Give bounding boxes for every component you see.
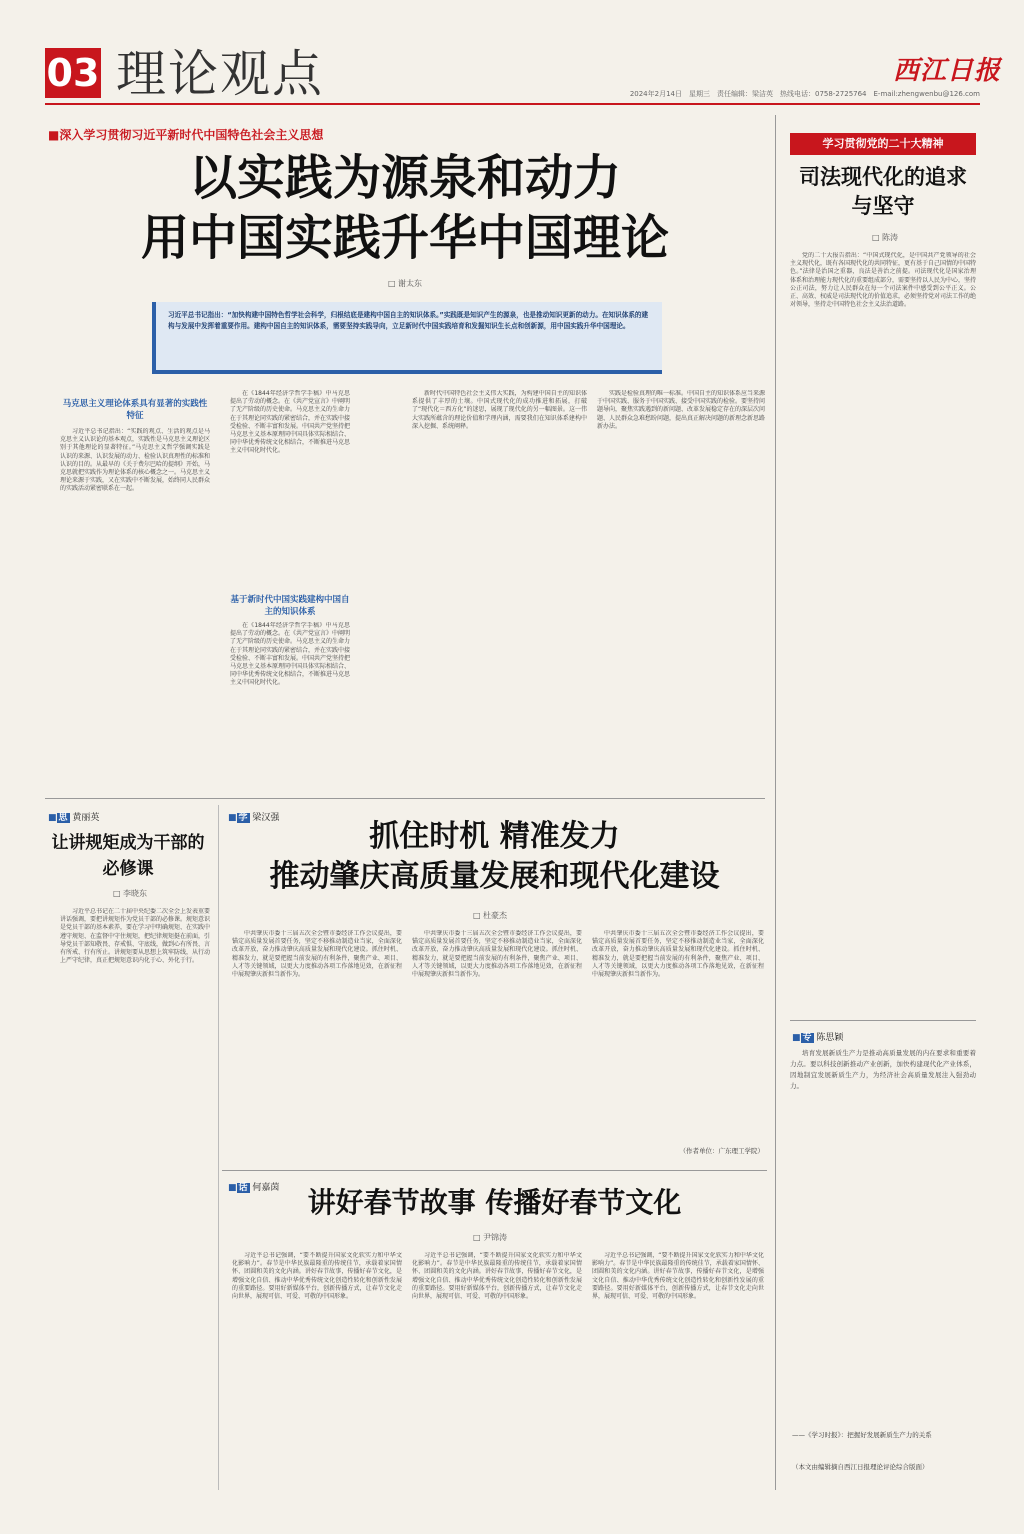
article-column [412,390,587,788]
main-headline-line-2[interactable]: 用中国实践升华中国理论 [140,210,669,266]
article-text: 中共肇庆市委十三届五次全会暨市委经济工作会议提出，要锚定高质量发展首要任务，坚定不移推动制造业当家，全面深化改革开放，奋力推动肇庆高质量发展和现代化建设。抓住时机、精准发力，就是要把握当前发展的有利条件，聚焦产业、项目、人才等关键领域，以更大力度推动各项工作落地见效，在新征程中展现肇庆新担当新作为。 [592,930,764,979]
side-section-label: 学习贯彻党的二十大精神 [790,133,976,155]
article-text: 中共肇庆市委十三届五次全会暨市委经济工作会议提出，要锚定高质量发展首要任务，坚定不移推动制造业当家，全面深化改革开放，奋力推动肇庆高质量发展和现代化建设。抓住时机、精准发力，就是要把握当前发展的有利条件，聚焦产业、项目、人才等关键领域，以更大力度推动各项工作落地见效，在新征程中展现肇庆新担当新作为。 [232,930,402,979]
article-text: 习近平总书记强调，“要不断提升国家文化软实力和中华文化影响力”。春节是中华民族最隆重的传统佳节，承载着家国情怀、团圆和美的文化内涵。讲好春节故事，传播好春节文化，是增强文化自信、推动中华优秀传统文化创造性转化和创新性发展的重要路径。要用好新媒体平台，创新传播方式，让春节文化走向世界，展现可信、可爱、可敬的中国形象。 [412,1252,582,1301]
article-column [790,1048,976,1418]
column-tag: ■ 专 陈思颖 [792,1033,844,1043]
article-column [230,622,350,788]
column-tag: ■ 话 何嘉茵 [228,1183,280,1193]
byline: □ 谢太东 [387,279,423,288]
article-text: 培育发展新质生产力是推动高质量发展的内在要求和重要着力点。要以科技创新推动产业创新，加快构建现代化产业体系，因地制宜发展新质生产力，为经济社会高质量发展注入强劲动力。 [790,1049,976,1090]
header-rule [45,103,980,105]
column-divider [775,115,776,1490]
editor-note: （本文由编辑摘自西江日报理论评论综合版面） [792,1463,929,1471]
section-divider [790,1020,976,1021]
section-divider [45,798,765,799]
article-text: 习近平总书记在二十届中央纪委二次全会上发表重要讲话强调，要把讲规矩作为党员干部的必修课。规矩意识是党员干部的基本素养，要在学习中明确规矩、在实践中遵守规矩、在监督中守住规矩，把纪律规矩挺在前面，引导党员干部知敬畏、存戒惧、守底线，做到心有所畏、言有所戒、行有所止。讲规矩要从思想上筑牢防线，从行动上严守纪律，真正把规矩意识内化于心、外化于行。 [60,908,210,965]
article-headline[interactable]: 讲好春节故事 传播好春节文化 [307,1186,682,1219]
article-text: 在《1844年经济学哲学手稿》中马克思提出了劳动的概念。在《共产党宣言》中阐明了无产阶级的历史使命。马克思主义的生命力在于其理论同实践的紧密结合，并在实践中接受检验、不断丰富和发展。中国共产党坚持把马克思主义基本原理同中国具体实际相结合、同中华优秀传统文化相结合，不断推进马克思主义中国化时代化。 [230,390,350,455]
article-column [592,1252,764,1488]
kicker: ■深入学习贯彻习近平新时代中国特色社会主义思想 [48,128,324,142]
article-headline[interactable]: 让讲规矩成为干部的必修课 [51,833,205,879]
main-headline[interactable]: 以实践为源泉和动力 [188,150,621,206]
article-column [412,1252,582,1488]
article-text: 党的二十大报告指出：“中国式现代化，是中国共产党领导的社会主义现代化，既有各国现代化的共同特征，更有基于自己国情的中国特色。”法律是治国之重器，良法是善治之前提。司法现代化是国家治理体系和治理能力现代化的重要组成部分，需要坚持以人民为中心，坚持公正司法，努力让人民群众在每一个司法案件中感受到公平正义。公正、高效、权威是司法现代化的价值追求，必须坚持党对司法工作的绝对领导，坚持走中国特色社会主义法治道路。 [790,252,976,309]
article-text: 习近平总书记指出：“实践的观点、生活的观点是马克思主义认识论的基本观点，实践性是马克思主义理论区别于其他理论的显著特征。”马克思主义哲学强调实践是认识的来源、认识发展的动力、检验认识真理性的标准和认识的目的。从最早的《关于费尔巴哈的提纲》开始，马克思就把实践作为理论体系的核心概念之一。马克思主义理论来源于实践，又在实践中不断发展，始终同人民群众的实践活动紧密联系在一起。 [60,428,210,493]
article-column [60,908,210,1488]
article-text: 习近平总书记强调，“要不断提升国家文化软实力和中华文化影响力”。春节是中华民族最隆重的传统佳节，承载着家国情怀、团圆和美的文化内涵。讲好春节故事，传播好春节文化，是增强文化自信、推动中华优秀传统文化创造性转化和创新性发展的重要路径。要用好新媒体平台，创新传播方式，让春节文化走向世界，展现可信、可爱、可敬的中国形象。 [592,1252,764,1301]
column-tag: ■ 学 梁汉强 [228,813,280,823]
tag-author: 陈思颖 [816,1033,844,1043]
article-column [230,390,350,590]
tag-label: 专 [802,1033,812,1043]
article-text: 实践是检验真理的唯一标准。中国自主的知识体系应当来源于中国实践、服务于中国实践、接受中国实践的检验。要坚持问题导向，聚焦实践遇到的新问题、改革发展稳定存在的深层次问题、人民群众急难愁盼问题，提出真正解决问题的新理念新思路新办法。 [597,390,765,430]
article-column [232,1252,402,1488]
article-text: 习近平总书记强调，“要不断提升国家文化软实力和中华文化影响力”。春节是中华民族最隆重的传统佳节，承载着家国情怀、团圆和美的文化内涵。讲好春节故事，传播好春节文化，是增强文化自信、推动中华优秀传统文化创造性转化和创新性发展的重要路径。要用好新媒体平台，创新传播方式，让春节文化走向世界，展现可信、可爱、可敬的中国形象。 [232,1252,402,1301]
byline: □ 尹锦涛 [472,1233,508,1242]
source-note: ——《学习时报》：把握好发展新质生产力的关系 [792,1431,932,1439]
article-text: 中共肇庆市委十三届五次全会暨市委经济工作会议提出，要锚定高质量发展首要任务，坚定不移推动制造业当家，全面深化改革开放，奋力推动肇庆高质量发展和现代化建设。抓住时机、精准发力，就是要把握当前发展的有利条件，聚焦产业、项目、人才等关键领域，以更大力度推动各项工作落地见效，在新征程中展现肇庆新担当新作为。 [412,930,582,979]
article-text: 在《1844年经济学哲学手稿》中马克思提出了劳动的概念。在《共产党宣言》中阐明了无产阶级的历史使命。马克思主义的生命力在于其理论同实践的紧密结合，并在实践中接受检验、不断丰富和发展。中国共产党坚持把马克思主义基本原理同中国具体实际相结合、同中华优秀传统文化相结合，不断推进马克思主义中国化时代化。 [230,622,350,687]
section-title: 理论观点 [116,45,324,103]
article-text: 新时代中国特色社会主义伟大实践，为构建中国自主的知识体系提供了丰厚的土壤。中国式现代化的成功推进和拓展，打破了“现代化＝西方化”的迷思，展现了现代化的另一幅图景。这一伟大实践所蕴含的理论价值和学理内涵，需要我们在知识体系建构中深入挖掘、系统阐释。 [412,390,587,430]
article-column [412,930,582,1160]
byline: □ 杜豪杰 [472,911,508,920]
tag-author: 何嘉茵 [252,1183,280,1193]
article-column [592,930,764,1140]
article-column [597,390,765,788]
byline: □ 陈涛 [871,233,899,242]
subhead: 基于新时代中国实践建构中国自主的知识体系 [230,595,350,617]
pull-quote: 习近平总书记指出：“加快构建中国特色哲学社会科学，归根结底是建构中国自主的知识体系。”实践既是知识产生的源泉，也是推动知识更新的动力。在知识体系的建构与发展中发挥着重要作用。建构中国自主的知识体系，需要坚持实践导向，立足新时代中国实践培育和发掘知识生长点和创新源，用中国实践升华中国理论。 [152,302,662,374]
article-headline[interactable]: 抓住时机 精准发力 [369,819,620,854]
subhead: 马克思主义理论体系具有显著的实践性特征 [62,399,208,421]
column-divider [218,805,219,1490]
article-column [790,252,976,1010]
column-tag: ■ 思 黄丽英 [48,813,100,823]
masthead-logo: 西江日报 [893,56,1002,86]
dateline: 2024年2月14日 星期三 责任编辑：梁洁英 热线电话：0758-2725764 E-mail:zhengwenbu@126.com [629,90,980,98]
author-affiliation: （作者单位：广东理工学院） [679,1147,764,1155]
page-number: 03 [45,48,101,98]
article-column [60,428,210,788]
tag-label: 话 [238,1183,248,1193]
tag-label: 思 [58,813,68,823]
article-column [232,930,402,1160]
side-headline[interactable]: 司法现代化的追求与坚守 [799,164,967,218]
tag-author: 梁汉强 [252,813,280,823]
byline: □ 李晓东 [112,889,148,898]
section-divider [222,1170,767,1171]
article-headline-line-2[interactable]: 推动肇庆高质量发展和现代化建设 [269,859,720,894]
tag-author: 黄丽英 [72,813,100,823]
tag-label: 学 [238,813,248,823]
